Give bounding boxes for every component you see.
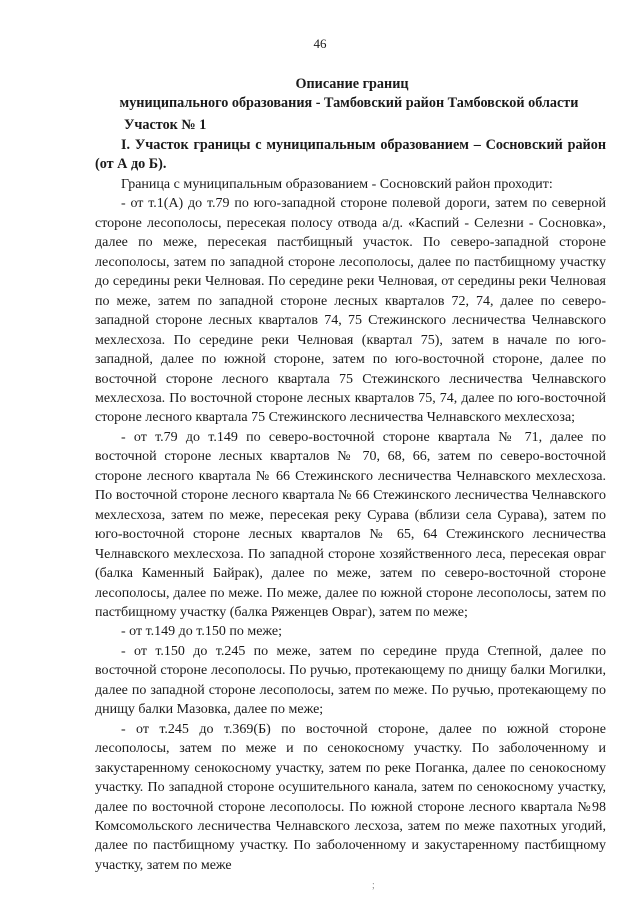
document-title: Описание границ [295, 76, 409, 92]
paragraph-segment-79-149: - от т.79 до т.149 по северо-восточной стороне квартала № 71, далее по восточной стороне лесных кварталов № 70, 68, 66, затем по северо-восточной стороне лесного квартала № 66 Стежинского лесничества Челнавского мехлесхоза. По восточной стороне лесного квартала № 66 Стежинского лесничества Челнавского мехлесхоза, затем по меже, пересекая реку Сурава (вблизи села Сурава), затем по юго-восточной стороне лесных кварталов № 65, 64 Стежинского лесничества Челнавского мехлесхоза. По западной стороне хозяйственного леса, пересекая овраг (балка Каменный Байрак), далее по меже, затем по северо-восточной стороне лесополосы, далее по меже. По меже, далее по южной стороне лесополосы, затем по пастбищному участку (балка Ряженцев Овраг), затем по меже; [95, 429, 606, 620]
paragraph-segment-149-150: - от т.149 до т.150 по меже; [121, 624, 283, 640]
paragraph-segment-1-79: - от т.1(А) до т.79 по юго-западной стороне полевой дороги, затем по северной стороне лесополосы, пересекая полосу отвода а/д. «Каспий - Селезни - Сосновка», далее по меже, пересекая пастбищный участок. По северо-западной стороне лесополосы, затем по западной стороне лесополосы, далее по пастбищному участку до середины реки Челновая. По середине реки Челновая, от середины реки Челновая по меже, затем по западной стороне лесных кварталов 72, 74, далее по северо-западной стороне лесных кварталов 74, 75 Стежинского лесничества Челнавского мехлесхоза. По середине реки Челновая (квартал 75), затем в начале по юго-западной, далее по южной стороне, затем по юго-восточной стороне, далее по восточной стороне лесного квартала 75 Стежинского лесничества Челнавского мехлесхоза. По восточной стороне лесных кварталов 75, 74, далее по юго-восточной стороне лесного квартала 75 Стежинского лесничества Челнавского мехлесхоза; [95, 196, 606, 426]
paragraph-segment-245-369: - от т.245 до т.369(Б) по восточной стороне, далее по южной стороне лесополосы, затем по меже и по сенокосному участку. По заболоченному и закустаренному сенокосному участку, затем по реке Поганка, далее по сенокосному участку. По западной стороне осушительного канала, затем по сенокосному участку, далее по восточной стороне лесополосы. По южной стороне лесного квартала №98 Комсомольского лесничества Челнавского лесхоза, затем по меже пахотных угодий, далее по пастбищному участку. По заболоченному и закустаренному пастбищному участку, затем по меже [95, 721, 606, 873]
section-title: I. Участок границы с муниципальным образованием – Сосновский район (от А до Б). [95, 137, 606, 172]
boundary-description [95, 175, 606, 875]
document-subtitle: муниципального образования - Тамбовский район Тамбовской области [119, 95, 579, 111]
plot-heading: Участок № 1 [124, 117, 207, 133]
paragraph-intro: Граница с муниципальным образованием - Сосновский район проходит: [121, 177, 553, 192]
paragraph-segment-150-245: - от т.150 до т.245 по меже, затем по середине пруда Степной, далее по восточной стороне лесополосы. По ручью, протекающему по днищу балки Могилки, далее по западной стороне лесополосы, затем по меже. По ручью, протекающему по днищу балки Мазовка, далее по меже; [95, 643, 606, 718]
scan-mark: ; [372, 880, 375, 891]
page-number: 46 [313, 36, 327, 51]
